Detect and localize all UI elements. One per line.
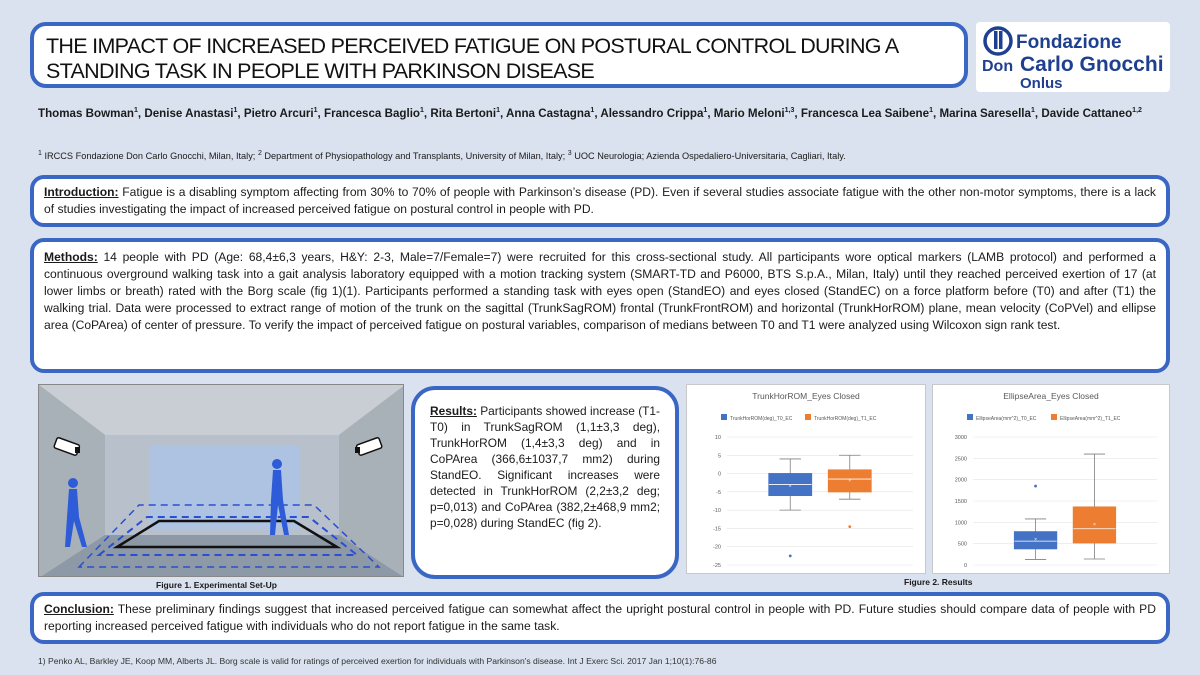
methods-heading: Methods: [44, 250, 98, 264]
results-heading: Results: [430, 404, 477, 418]
author-name: Francesca Lea Saibene [800, 107, 930, 120]
chart-trunkhorrom [686, 384, 926, 574]
legend-swatch [805, 414, 811, 420]
y-tick-label: 1000 [954, 520, 967, 527]
affiliations [38, 151, 1173, 161]
y-tick-label: 2500 [954, 456, 967, 463]
methods-box [30, 238, 1170, 373]
author-affiliation-mark: 1 [929, 107, 933, 115]
author-affiliation-mark: 1 [420, 107, 424, 115]
y-tick-label: 0 [717, 471, 721, 478]
mean-marker: × [1034, 536, 1038, 543]
figure2-caption: Figure 2. Results [904, 577, 973, 587]
author-affiliation-mark: 1 [133, 107, 138, 115]
author-list: Thomas Bowman$^1$, Denise Anastasi$^1$, Pietro Arcuri$^1$, Francesca Baglio$^1$, Rita Bertoni$^1$, Anna Castagna$^1$, Alessandro Crippa$^1$, Mario Meloni$^{1,3}$, Francesca Lea Saibene$^1$, Marina Saresella$^1$, Davide Cattaneo$^{1,2}$ [38, 107, 1142, 120]
y-tick-label: 2000 [954, 477, 967, 484]
legend-swatch [967, 414, 973, 420]
conclusion-box [30, 592, 1170, 644]
y-tick-label: 500 [957, 541, 967, 548]
affiliation-mark: 1 [38, 149, 42, 157]
introduction-heading: Introduction: [44, 185, 119, 199]
mean-marker: × [1092, 522, 1096, 529]
author-name: Thomas Bowman [38, 107, 134, 120]
box-series [1073, 454, 1115, 559]
logo-line-3: Onlus [1020, 75, 1063, 92]
author-name: Rita Bertoni [430, 107, 497, 120]
author-affiliation-mark: 1 [703, 107, 708, 115]
results-text: Participants showed increase (T1-T0) in TrunkSagROM (1,1±3,3 deg), TrunkHorROM (1,4±3,3 deg) and in CoPArea (366,6±1037,7 mm2) during StandEO. Significant increases were detected in TrunkHorROM (2,2±3,2 deg; p=0,013) and CoPArea (382,2±468,9 mm2; p=0,028) during StandEC (fig 2). [430, 404, 660, 530]
y-tick-label: 3000 [954, 435, 967, 441]
logo-mark-icon [985, 28, 1011, 54]
y-tick-label: -20 [713, 544, 721, 551]
author-affiliation-mark: 1 [233, 107, 238, 115]
legend-label: EllipseArea(mm^2)_T0_EC [976, 416, 1037, 422]
affiliation-mark: 3 [567, 149, 572, 157]
box-series [828, 455, 871, 528]
conclusion-heading: Conclusion: [44, 602, 114, 616]
outlier-point [789, 554, 792, 557]
legend-label: EllipseArea(mm^2)_T1_EC [1060, 416, 1121, 422]
y-tick-label: 10 [714, 435, 721, 441]
author-affiliation-mark: 1,2 [1132, 107, 1142, 115]
mean-marker: × [848, 478, 852, 485]
author-name: Alessandro Crippa [600, 107, 704, 120]
conclusion-text: These preliminary findings suggest that increased perceived fatigue can somewhat affect the upright postural control in people with PD. Future studies should compare data of people with PD reporting increased perceived fatigue with individuals who do not report fatigue in the same task. [44, 602, 1156, 633]
author-name: Pietro Arcuri [243, 107, 314, 120]
author-affiliation-mark: 1 [496, 107, 500, 115]
legend-swatch [721, 414, 727, 420]
fondazione-logo [976, 22, 1170, 92]
author-affiliation-mark: 1 [590, 107, 595, 115]
logo-line-1: Fondazione [1016, 32, 1122, 53]
methods-text: 14 people with PD (Age: 68,4±6,3 years, H&Y: 2-3, Male=7/Female=7) were recruited for this cross-sectional study. All participants wore optical markers (LAMB protocol) and performed a continuous overground walking task into a gait analysis laboratory equipped with a motion tracking system (SMART-TD and P6000, BTS S.p.A., Milan, Italy) until they reached perceived exertion of 17 (at lower limbs or breath) rated with the Borg scale (fig 1)(1). Participants performed a standing task with eyes open (StandEO) and eyes closed (StandEC) on a force platform before (T0) and after (T1) the walking trial. Data were processed to extract range of motion of the trunk on the sagittal (TrunkSagROM) frontal (TrunkFrontROM) and horizontal (TrunkHorROM) plane, mean velocity (CoPVel) and ellipse area (CoPArea) of center of pressure. To verify the impact of perceived fatigue on postural variables, comparison of medians between T0 and T1 were analyzed using Wilcoxon sign rank test. [44, 250, 1156, 332]
affiliation-text: Department of Physiopathology and Transplants, University of Milan, Italy; [264, 151, 566, 161]
author-affiliation-mark: 1,3 [784, 107, 795, 115]
y-tick-label: -15 [713, 526, 721, 533]
affiliation-text: UOC Neurologia; Azienda Ospedaliero-Universitaria, Cagliari, Italy. [574, 151, 846, 161]
introduction-box [30, 175, 1170, 227]
y-tick-label: 5 [717, 453, 721, 460]
outlier-point [1034, 485, 1037, 488]
y-tick-label: -10 [713, 508, 721, 515]
title-box [30, 22, 968, 88]
chart-title: EllipseArea_Eyes Closed [1003, 391, 1099, 401]
author-name: Mario Meloni [713, 107, 785, 120]
legend-label: TrunkHorROM(deg)_T1_EC [814, 416, 877, 422]
figure1-caption: Figure 1. Experimental Set-Up [156, 580, 277, 590]
author-name: Francesca Baglio [324, 107, 421, 120]
poster-title: THE IMPACT OF INCREASED PERCEIVED FATIGUE ON POSTURAL CONTROL DURING A STANDING TASK IN PEOPLE WITH PARKINSON DISEASE [46, 34, 898, 83]
author-affiliation-mark: 1 [313, 107, 318, 115]
mean-marker: × [788, 483, 792, 490]
experimental-setup-figure [38, 384, 404, 577]
reference: 1) Penko AL, Barkley JE, Koop MM, Alberts JL. Borg scale is valid for ratings of perceived exertion for individuals with Parkinson's disease. Int J Exerc Sci. 2017 Jan 1;10(1):76-86 [38, 656, 717, 666]
legend-swatch [1051, 414, 1057, 420]
logo-line-2a: Don [982, 58, 1014, 75]
y-tick-label: 0 [963, 563, 967, 569]
author-name: Denise Anastasi [144, 107, 234, 120]
results-box [411, 386, 679, 579]
author-name: Marina Saresella [939, 107, 1031, 120]
author-name: Davide Cattaneo [1041, 107, 1133, 120]
y-tick-label: -5 [716, 489, 721, 496]
outlier-point [848, 525, 851, 528]
legend-label: TrunkHorROM(deg)_T0_EC [730, 416, 793, 422]
author-affiliation-mark: 1 [1030, 107, 1035, 115]
affiliation-text: IRCCS Fondazione Don Carlo Gnocchi, Milan, Italy; [44, 151, 256, 161]
box-series [769, 459, 812, 557]
y-tick-label: -25 [713, 563, 721, 569]
author-name: Anna Castagna [506, 107, 591, 120]
y-tick-label: 1500 [954, 499, 967, 505]
chart-ellipsearea [932, 384, 1170, 574]
chart-title: TrunkHorROM_Eyes Closed [752, 391, 860, 401]
affiliation-mark: 2 [257, 149, 262, 157]
introduction-text: Fatigue is a disabling symptom affecting from 30% to 70% of people with Parkinson’s disease (PD). Even if several studies associate fatigue with the other non-motor symptoms, there is a lack of studies investigating the impact of increased perceived fatigue on postural control in people with PD. [44, 185, 1156, 216]
logo-line-2b: Carlo Gnocchi [1020, 53, 1164, 76]
